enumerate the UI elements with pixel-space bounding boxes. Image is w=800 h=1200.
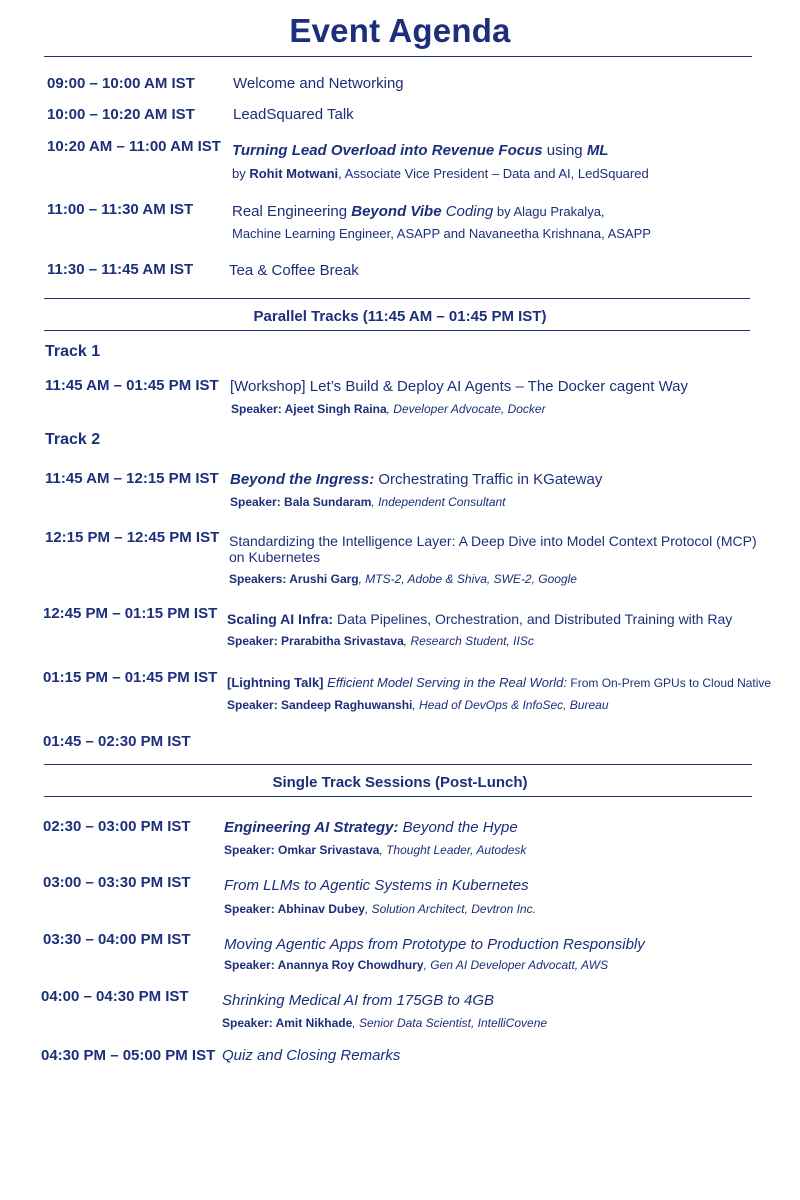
session-time: 03:00 – 03:30 PM IST bbox=[43, 874, 191, 891]
session-title: Shrinking Medical AI from 175GB to 4GB bbox=[222, 992, 495, 1009]
session-time: 02:30 – 03:00 PM IST bbox=[43, 818, 191, 835]
section-divider bbox=[44, 330, 750, 331]
session-speaker-line: Speaker: Omkar Srivastava, Thought Leader, Autodesk bbox=[224, 843, 527, 857]
session-speaker-line: Machine Learning Engineer, ASAPP and Navaneetha Krishnana, ASAPP bbox=[232, 226, 651, 241]
session-time: 04:30 PM – 05:00 PM IST bbox=[41, 1047, 216, 1064]
session-speaker-line: Speaker: Bala Sundaram, Independent Consultant bbox=[230, 495, 506, 509]
section-heading: Parallel Tracks (11:45 AM – 01:45 PM IST) bbox=[253, 308, 547, 325]
session-speaker-line: Speaker: Amit Nikhade, Senior Data Scientist, IntelliCovene bbox=[222, 1016, 548, 1030]
session-title: Real Engineering Beyond Vibe Coding by Alagu Prakalya, bbox=[232, 203, 605, 220]
session-speaker-line: Speaker: Abhinav Dubey, Solution Architect, Devtron Inc. bbox=[224, 902, 536, 916]
session-time: 11:45 AM – 12:15 PM IST bbox=[45, 470, 219, 487]
session-title: on Kubernetes bbox=[229, 549, 321, 565]
section-divider bbox=[44, 796, 752, 797]
session-title: [Workshop] Let’s Build & Deploy AI Agents – The Docker cagent Way bbox=[230, 378, 689, 395]
session-time: 10:20 AM – 11:00 AM IST bbox=[47, 138, 221, 155]
page-title: Event Agenda bbox=[289, 12, 511, 49]
session-time: 01:45 – 02:30 PM IST bbox=[43, 733, 191, 750]
session-time: 03:30 – 04:00 PM IST bbox=[43, 931, 191, 948]
session-title: Moving Agentic Apps from Prototype to Production Responsibly bbox=[224, 936, 645, 953]
session-speaker-line: Speakers: Arushi Garg, MTS-2, Adobe & Shiva, SWE-2, Google bbox=[229, 572, 577, 586]
session-title: Welcome and Networking bbox=[233, 75, 404, 92]
session-time: 10:00 – 10:20 AM IST bbox=[47, 106, 195, 123]
session-time: 11:30 – 11:45 AM IST bbox=[47, 261, 194, 278]
session-speaker-line: Speaker: Ajeet Singh Raina, Developer Advocate, Docker bbox=[231, 402, 546, 416]
session-title: Beyond the Ingress: Orchestrating Traffic in KGateway bbox=[230, 471, 603, 488]
session-title: Tea & Coffee Break bbox=[229, 262, 359, 279]
session-title: [Lightning Talk] Efficient Model Serving in the Real World: From On-Prem GPUs to Cloud Native bbox=[227, 675, 772, 690]
title-divider bbox=[44, 56, 752, 57]
session-time: 09:00 – 10:00 AM IST bbox=[47, 75, 195, 92]
track-heading: Track 1 bbox=[45, 343, 101, 360]
session-speaker-line: Speaker: Prarabitha Srivastava, Research Student, IISc bbox=[227, 634, 534, 648]
session-title: Quiz and Closing Remarks bbox=[222, 1047, 401, 1064]
session-title: From LLMs to Agentic Systems in Kubernetes bbox=[224, 877, 529, 894]
session-time: 11:45 AM – 01:45 PM IST bbox=[45, 377, 219, 394]
session-speaker-line: by Rohit Motwani, Associate Vice President – Data and AI, LedSquared bbox=[232, 166, 649, 181]
section-heading: Single Track Sessions (Post-Lunch) bbox=[272, 774, 528, 791]
session-time: 01:15 PM – 01:45 PM IST bbox=[43, 669, 218, 686]
session-speaker-line: Speaker: Sandeep Raghuwanshi, Head of DevOps & InfoSec, Bureau bbox=[227, 698, 609, 712]
session-time: 12:15 PM – 12:45 PM IST bbox=[45, 529, 220, 546]
section-divider bbox=[44, 764, 752, 765]
section-divider bbox=[44, 298, 750, 299]
session-time: 11:00 – 11:30 AM IST bbox=[47, 201, 194, 218]
session-time: 12:45 PM – 01:15 PM IST bbox=[43, 605, 218, 622]
session-title: Turning Lead Overload into Revenue Focus using ML bbox=[232, 142, 609, 159]
session-title: Standardizing the Intelligence Layer: A Deep Dive into Model Context Protocol (MCP) bbox=[229, 533, 757, 549]
session-time: 04:00 – 04:30 PM IST bbox=[41, 988, 189, 1005]
session-title: Engineering AI Strategy: Beyond the Hype bbox=[224, 819, 518, 836]
session-speaker-line: Speaker: Anannya Roy Chowdhury, Gen AI Developer Advocatt, AWS bbox=[224, 958, 609, 972]
track-heading: Track 2 bbox=[45, 431, 101, 448]
session-title: Scaling AI Infra: Data Pipelines, Orchestration, and Distributed Training with Ray bbox=[227, 611, 733, 627]
session-title: LeadSquared Talk bbox=[233, 106, 354, 123]
